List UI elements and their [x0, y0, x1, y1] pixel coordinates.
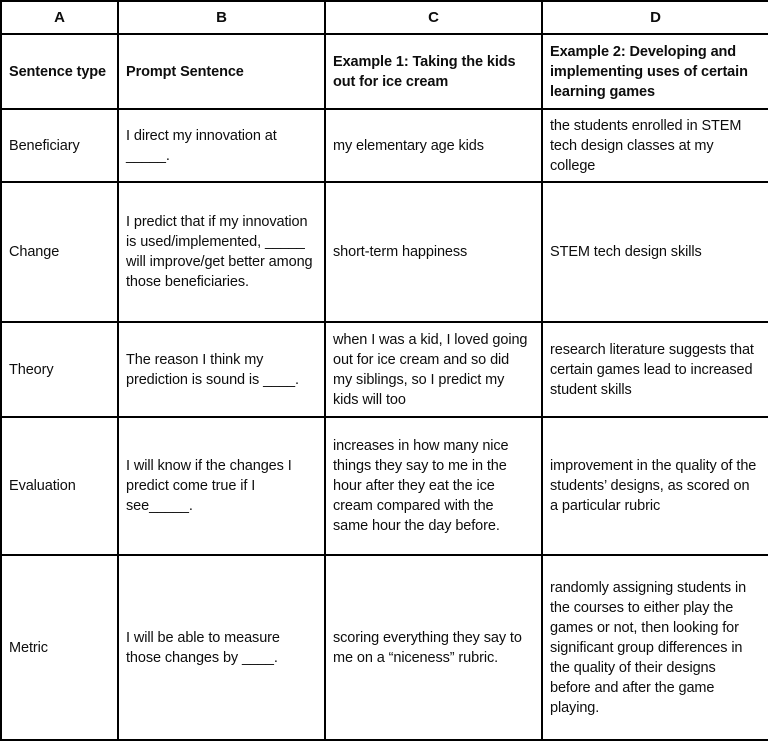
column-letter-a: A: [1, 1, 118, 34]
cell-prompt: I direct my innovation at _____.: [118, 109, 325, 182]
cell-prompt: I predict that if my innovation is used/implemented, _____ will improve/get better among those beneficiaries.: [118, 182, 325, 322]
cell-type: Evaluation: [1, 417, 118, 555]
column-letter-b: B: [118, 1, 325, 34]
header-row: [1, 34, 768, 109]
cell-type: Change: [1, 182, 118, 322]
cell-example-1: when I was a kid, I loved going out for ice cream and so did my siblings, so I predict my kids will too: [325, 322, 542, 417]
column-letter-c: C: [325, 1, 542, 34]
column-letter-d: D: [542, 1, 768, 34]
header-example-2: Example 2: Developing and implementing uses of certain learning games: [542, 34, 768, 109]
cell-example-2: the students enrolled in STEM tech design classes at my college: [542, 109, 768, 182]
cell-example-1: scoring everything they say to me on a “niceness” rubric.: [325, 555, 542, 740]
header-prompt-sentence: Prompt Sentence: [118, 34, 325, 109]
table-row-metric: [1, 555, 768, 740]
cell-example-2: research literature suggests that certain games lead to increased student skills: [542, 322, 768, 417]
table-row-evaluation: [1, 417, 768, 555]
table-row-beneficiary: [1, 109, 768, 182]
cell-example-2: randomly assigning students in the courses to either play the games or not, then looking for significant group differences in the quality of their designs before and after the game playing.: [542, 555, 768, 740]
header-sentence-type: Sentence type: [1, 34, 118, 109]
header-example-1: Example 1: Taking the kids out for ice cream: [325, 34, 542, 109]
cell-type: Metric: [1, 555, 118, 740]
cell-example-2: improvement in the quality of the students’ designs, as scored on a particular rubric: [542, 417, 768, 555]
cell-example-2: STEM tech design skills: [542, 182, 768, 322]
cell-example-1: my elementary age kids: [325, 109, 542, 182]
cell-example-1: short-term happiness: [325, 182, 542, 322]
cell-prompt: I will know if the changes I predict come true if I see_____.: [118, 417, 325, 555]
cell-prompt: The reason I think my prediction is sound is ____.: [118, 322, 325, 417]
cell-prompt: I will be able to measure those changes by ____.: [118, 555, 325, 740]
table-row-change: [1, 182, 768, 322]
cell-type: Theory: [1, 322, 118, 417]
cell-example-1: increases in how many nice things they say to me in the hour after they eat the ice cream compared with the same hour the day before.: [325, 417, 542, 555]
column-letter-row: [1, 1, 768, 34]
table-row-theory: [1, 322, 768, 417]
cell-type: Beneficiary: [1, 109, 118, 182]
